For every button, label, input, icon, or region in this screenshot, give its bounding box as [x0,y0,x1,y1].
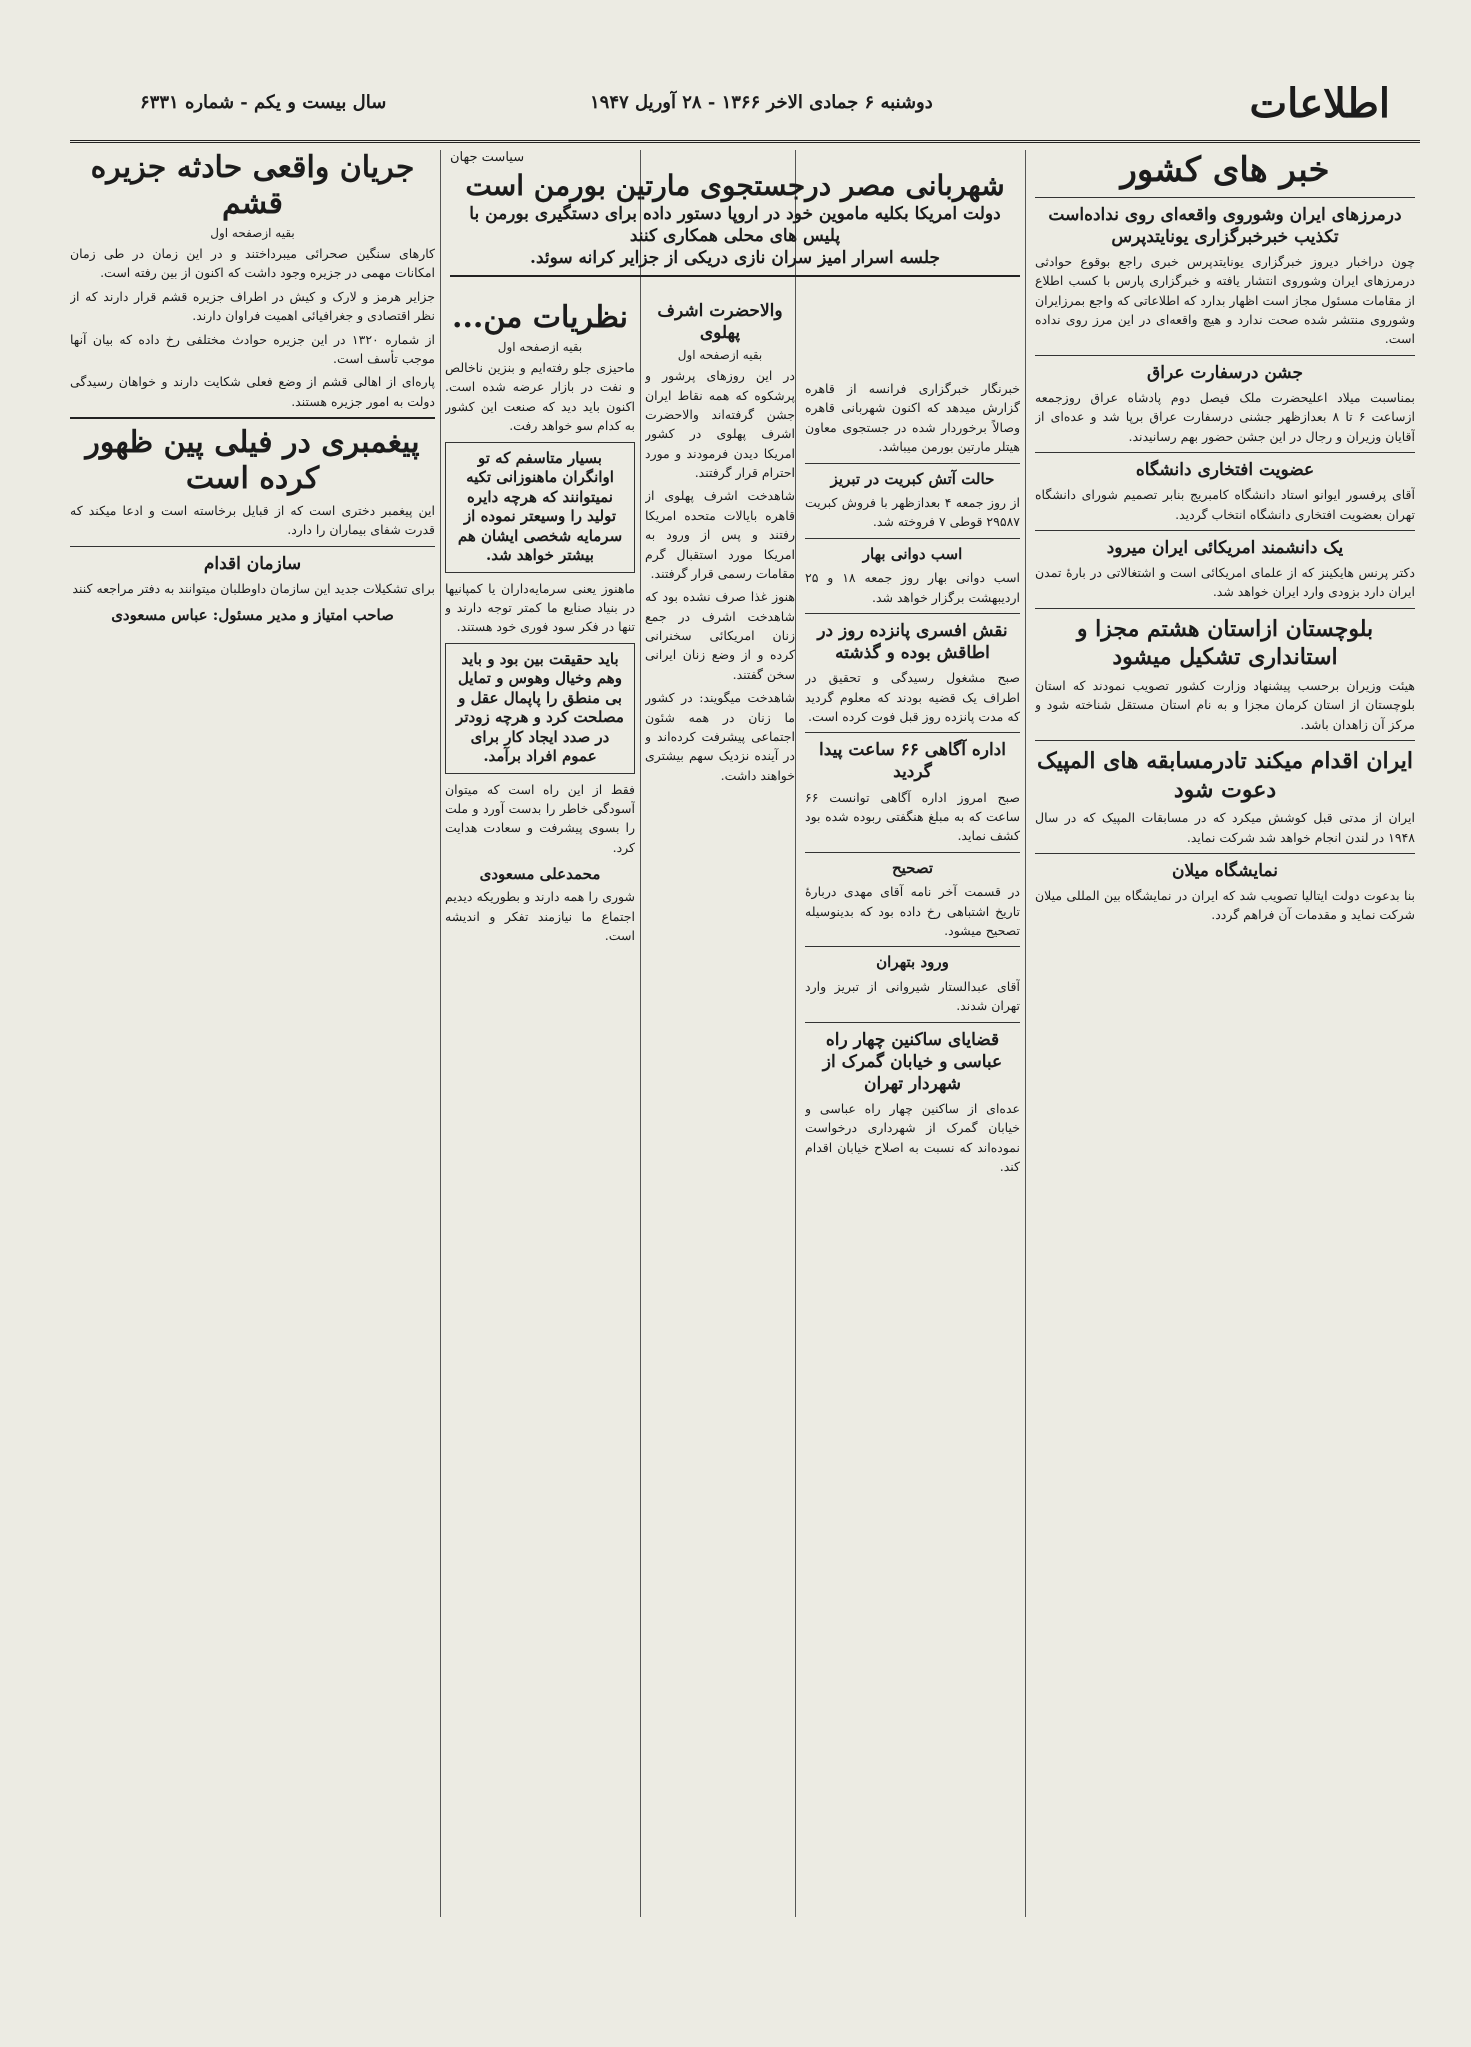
body-text: هیئت وزیران برحسب پیشنهاد وزارت کشور تصویب نمودند که استان بلوچستان از استان کرمان مجزا و به نام استان مستقل شناخته شود و مرکز آن زاهدان باشد. [1035,677,1415,732]
column-qeshm [70,150,435,1917]
divider [1035,530,1415,531]
body-text: عده‌ای از ساکنین چهار راه عباسی و خیابان گمرک از شهرداری درخواست نموده‌اند که نسبت به اصلاح خیابان اقدام کند. [805,1100,1020,1174]
divider [805,538,1020,539]
body-text: جزایر هرمز و لارک و کیش در اطراف جزیره قشم قرار دارند که از نظر اقتصادی و جغرافیائی اهمیت فراوان دارند. [70,288,435,324]
divider [1035,452,1415,453]
body-text: از روز جمعه ۴ بعدازظهر با فروش کبریت ۲۹۵۸۷ قوطی ۷ فروخته شد. [805,495,1020,530]
column-my-views [445,300,635,1917]
body-text: آقای عبدالستار شیروانی از تبریز وارد تهران شدند. [805,978,1020,1014]
body-text: برای تشکیلات جدید این سازمان داوطلبان میتوانند به دفتر مراجعه کنند [72,580,435,596]
headline-officer: نقش افسری پانزده روز در اطاقش بوده و گذشته [817,621,1008,664]
body-text: شوری را همه دارند و بطوریکه دیدیم اجتماع ما نیازمند تفکر و اندیشه است. [445,889,635,943]
divider [805,463,1020,464]
headline-organization: سازمان اقدام [203,553,302,574]
body-text: شاهدخت میگویند: در کشور ما زنان در همه شئون اجتماعی پیشرفت کرده‌اند و در آینده نزدیک سهم بیشتری خواهند داشت. [645,690,795,783]
body-text: ایران از مدتی قبل کوشش میکرد که در مسابقات المپیک که در سال ۱۹۴۸ در لندن انجام خواهد شد شرکت نماید. [1035,810,1415,845]
body-text: در قسمت آخر نامه آقای مهدی دربارهٔ تاریخ اشتباهی رخ داده بود که بدینوسیله تصحیح میشود. [805,884,1020,938]
headline-national-news: خبر های کشور [1120,150,1330,190]
column-national-news [1035,150,1415,1917]
divider [70,546,435,547]
body-text: صبح امروز اداره آگاهی توانست ۶۶ ساعت که به مبلغ هنگفتی ربوده شده بود کشف نماید. [805,789,1020,844]
headline-clocks: اداره آگاهی ۶۶ ساعت پیدا گردید [819,740,1006,783]
body-text: پاره‌ای از اهالی قشم از وضع فعلی شکایت دارند و خواهان رسیدگی دولت به امور جزیره هستند. [70,374,435,409]
divider [805,852,1020,853]
headline-correction: تصحیح [891,858,934,877]
headline-bormann: شهربانی مصر درجستجوی مارتین بورمن است [465,169,1005,202]
section-kicker: سیاست جهان [450,150,525,165]
body-text: از شماره ۱۳۲۰ در این جزیره حوادث مختلفی رخ داده که بیان آنها موجب تأسف است. [70,331,435,366]
body-text: دکتر پرنس هایکینز که از علمای امریکائی است و اشتغالاتی در بارهٔ تمدن ایران دارد بزودی وارد ایران خواهد شد. [1035,565,1415,600]
headline-arrival: ورود بتهران [876,953,949,972]
date-line: دوشنبه ۶ جمادی الاخر ۱۳۶۶ - ۲۸ آوریل ۱۹۴۷ [590,92,933,113]
pull-quote [445,442,635,573]
divider [805,613,1020,614]
body-text: بمناسبت میلاد اعلیحضرت ملک فیصل دوم پادشاه عراق روزجمعه ازساعت ۶ تا ۸ بعدازظهر جشنی درسفارت عراق برپا شد و عده‌ای از آقایان وزیران و رجال در این جشن حضور بهم رسانیدند. [1035,389,1415,444]
headline-american-scholar: یک دانشمند امریکائی ایران میرود [1106,537,1344,558]
divider [1035,197,1415,198]
body-text: بنا بدعوت دولت ایتالیا تصویب شد که ایران در نمایشگاه بین المللی میلان شرکت نماید و مقدمات آن فراهم گردد. [1035,888,1415,923]
body-text: چون دراخبار دیروز خبرگزاری یونایتدپرس خبری راجع بوقوع حوادثی درمرزهای ایران وشوروی انتشار یافته و خبرگزاری پارس با کسب اطلاع از مقامات مسئول مجاز است اظهار بدارد که اطلاعاتی که واجع بمرزایران وشوروی منتشر شده صحت ندارد و هیچ واقعه‌ای در این مرز روی نداده است. [1035,253,1415,347]
continuation-note: بقیه ازصفحه اول [210,226,295,240]
divider [805,732,1020,733]
body-text: در این روزهای پرشور و پرشکوه که همه نقاط ایران جشن گرفته‌اند والاحضرت اشرف پهلوی در کشور امریکا دیدن فرمودند و مورد احترام قرار گرفتند. [645,368,795,481]
body-text: ماهنوز یعنی سرمایه‌داران یا کمپانیها در بنیاد صنایع ما کمتر توجه دارند و تنها در فکر سود فوری خود هستند. [445,580,635,635]
headline-my-views: نظریات من... [452,300,628,335]
headline-qeshm: جریان واقعی حادثه جزیره قشم [90,150,415,221]
divider [1035,740,1415,741]
continuation-note: بقیه ازصفحه اول [677,348,763,363]
publisher-signature: صاحب امتیاز و مدیر مسئول: عباس مسعودی [111,606,394,625]
masthead [70,80,1420,143]
body-text: هنوز غذا صرف نشده بود که شاهدخت اشرف در جمع زنان امریکائی سخنرانی کرده و از وضع زنان ایرانی سخن گفتند. [645,589,795,682]
headline-iraq: جشن درسفارت عراق [1147,362,1303,383]
headline-olympics: ایران اقدام میکند تادرمسابقه های المپیک دعوت شود [1036,748,1414,803]
column-princess-ashraf [645,300,795,1917]
body-text: اسب دوانی بهار روز جمعه ۱۸ و ۲۵ اردیبهشت برگزار خواهد شد. [805,570,1020,605]
headline-horse-race: اسب دوانی بهار [862,544,963,563]
body-text: شاهدخت اشرف پهلوی از قاهره بایالات متحده امریکا رفتند و پس از ورود به امریکا مورد استقبال گرم مقامات رسمی قرار گرفتند. [645,488,795,581]
pull-quote-text: باید حقیقت بین بود و باید وهم وخیال وهوس و تمایل بی منطق را پاپمال عقل و مصلحت کرد و هرچه زودتر در صدد ایجاد کار برای عموم افراد برآمد. [456,649,624,766]
headline-residents: قضایای ساکنین چهار راه عباسی و خیابان گمرک از شهردار تهران [822,1029,1003,1094]
headline-milan: نمایشگاه میلان [1172,861,1278,882]
body-text: صبح مشغول رسیدگی و تحقیق در اطراف یک قضیه بودند که معلوم گردید که مدت پانزده روز قبل فوت کرده است. [805,670,1020,724]
author-signature: محمدعلی مسعودی [479,865,601,884]
column-world-politics-body [805,375,1020,1917]
headline-baluchistan: بلوچستان ازاستان هشتم مجزا و استانداری تشکیل میشود [1076,615,1374,671]
body-text: آقای پرفسور ایوانو استاد دانشگاه کامبریج بنابر تصمیم شورای دانشگاه تهران بعضویت افتخاری دانشگاه انتخاب گردید. [1035,487,1415,522]
continuation-note: بقیه ازصفحه اول [497,340,583,354]
headline-university: عضویت افتخاری دانشگاه [1135,460,1315,481]
divider [805,1022,1020,1023]
divider [1035,608,1415,609]
headline-tabriz: حالت آتش کبریت در تبریز [830,469,995,488]
divider [450,275,1020,277]
divider [70,417,435,419]
issue-line: سال بیست و یکم - شماره ۶۳۳۱ [140,92,387,113]
body-text: ماحیزی جلو رفته‌ایم و بنزین ناخالص و نفت در بازار عرضه شده است. اکنون باید دید که صنعت این کشور به کدام سو خواهد رفت. [445,360,635,434]
body-text: این پیغمبر دختری است که از قبایل برخاسته است و ادعا میکند که قدرت شفای بیماران را دارد. [70,503,435,538]
headline-philippines: پیغمبری در فیلی پین ظهور کرده است [85,425,420,496]
pull-quote [445,643,635,774]
divider [805,946,1020,947]
paper-name: اطلاعات [1249,80,1390,127]
deck-border: درمرزهای ایران وشوروی واقعه‌ای روی نداده‌است تکذیب خبرخبرگزاری یونایتدپرس [1048,204,1402,247]
body-text: کارهای سنگین صحرائی میبرداختند و در این زمان در طی زمان امکانات مهمی در جزیره وجود داشت که اکنون از بین رفته است. [70,246,435,281]
pull-quote-text: بسیار متاسفم که تو اوانگران ماهنوزانی تکیه نمیتوانند که هرچه دایره تولید را وسیعتر نموده از سرمایه شخصی ایشان هم بیشتر خواهد شد. [457,448,623,564]
divider [1035,355,1415,356]
column-rule [440,150,441,1917]
body-text: فقط از این راه است که میتوان آسودگی خاطر را بدست آورد و ملت را بسوی پیشرفت و سعادت هدایت کرد. [445,781,635,855]
deck-nazi-meeting: جلسه اسرار امیز سران نازی دریکی از جزایر کرانه سوئد. [530,247,940,268]
divider [1035,853,1415,854]
headline-ashraf: والاحضرت اشرف پهلوی [657,301,783,344]
body-text: خبرنگار خبرگزاری فرانسه از قاهره گزارش میدهد که اکنون شهربانی قاهره وصالاً برخوردار شده در جستجوی معاون هیتلر مارتین بورمن میباشد. [805,381,1020,455]
column-rule [1025,150,1026,1917]
deck-us-order: دولت امریکا بکلیه ماموین خود در اروپا دستور داده برای دستگیری بورمن با پلیس های محلی همکاری کنند [469,203,1001,246]
